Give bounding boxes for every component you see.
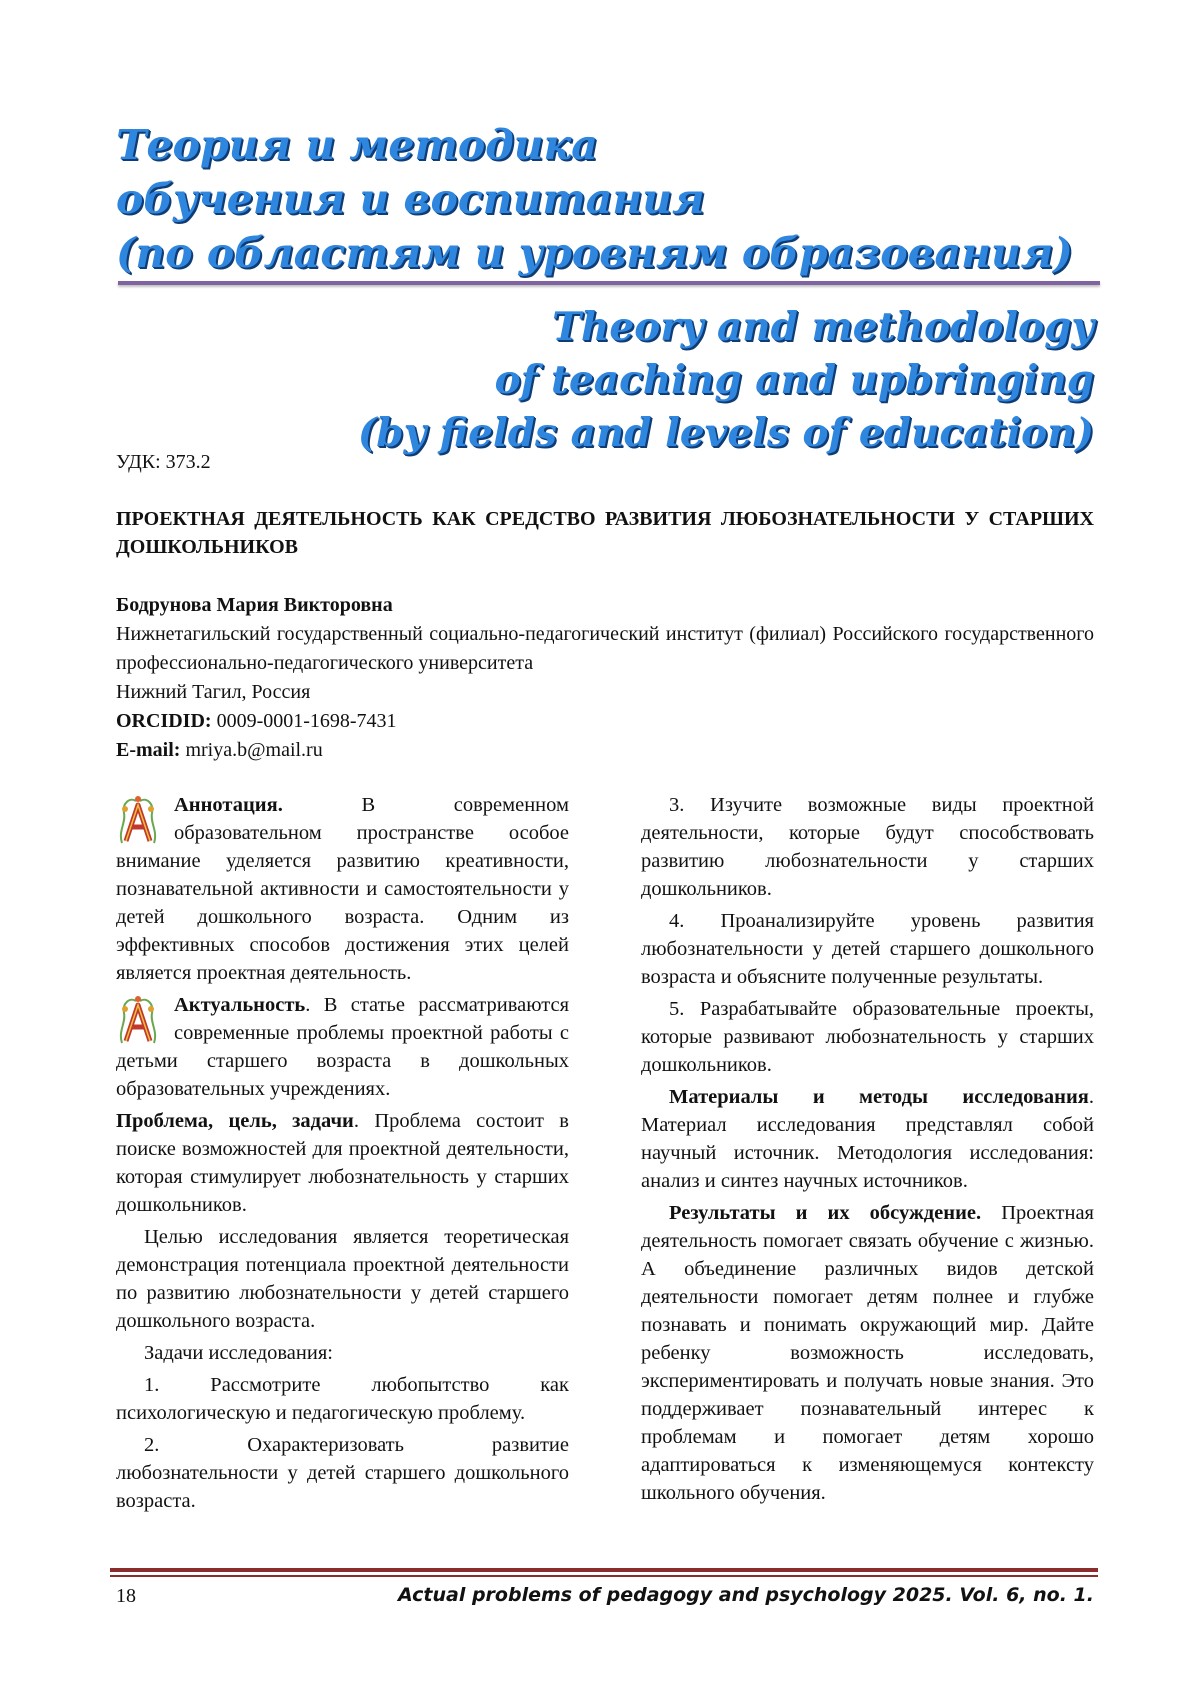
abstract-text: В современном образовательном пространстве особое внимание уделяется развитию креативности, познавательной активности и самостоятельности у детей дошкольного возраста. Одним из эффективных способов достижения этих целей является проектная деятельность. — [116, 794, 569, 984]
section-heading-en-line-2: of teaching and upbringing — [494, 357, 1094, 403]
problem-text: . Проблема состоит в поиске возможностей для проектной деятельности, которая стимулирует любознательность у старших дошкольников. — [116, 1110, 569, 1216]
problem-label: Проблема, цель, задачи — [116, 1110, 354, 1132]
author-name: Бодрунова Мария Викторовна — [116, 594, 393, 616]
footer-rule-thick — [110, 1568, 1098, 1572]
problem-paragraph — [116, 1107, 569, 1219]
abstract-paragraph — [116, 791, 569, 987]
email-line — [116, 736, 1094, 765]
task-5: 5. Разрабатывайте образовательные проекты, которые развивают любознательность у старших дошкольников. — [641, 998, 1094, 1076]
orcid-line — [116, 707, 1094, 736]
right-column — [641, 791, 1094, 1511]
page-number: 18 — [116, 1585, 136, 1607]
orcid-label: ORCIDID: — [116, 710, 212, 732]
section-heading-en — [358, 301, 1094, 460]
methods-paragraph — [641, 1083, 1094, 1195]
relevance-label: Актуальность — [174, 994, 306, 1016]
section-heading-ru-line-3: (по областям и уровням образования) — [116, 229, 1073, 277]
relevance-text: . В статье рассматриваются современные проблемы проектной работы с детьми старшего возраста в дошкольных образовательных учреждениях. — [116, 994, 569, 1100]
udk-code: УДК: 373.2 — [116, 451, 211, 473]
left-column — [116, 791, 569, 1519]
section-divider — [118, 281, 1100, 285]
goal-paragraph: Целью исследования является теоретическая демонстрация потенциала проектной деятельности по развитию любознательности у детей старшего дошкольного возраста. — [116, 1226, 569, 1332]
journal-citation: Actual problems of pedagogy and psychology 2025. Vol. 6, no. 1. — [398, 1584, 1094, 1606]
ornamental-letter-A-icon — [116, 793, 160, 847]
task-3: 3. Изучите возможные виды проектной деятельности, которые будут способствовать развитию любознательности у старших дошкольников. — [641, 794, 1094, 900]
results-label: Результаты и их обсуждение. — [669, 1202, 982, 1224]
orcid-value[interactable]: 0009-0001-1698-7431 — [216, 710, 397, 732]
task-1: 1. Рассмотрите любопытство как психологическую и педагогическую проблему. — [116, 1374, 569, 1424]
results-paragraph — [641, 1199, 1094, 1507]
email-value[interactable]: mriya.b@mail.ru — [185, 739, 323, 761]
ornamental-letter-A-icon — [116, 993, 160, 1047]
tasks-heading: Задачи исследования: — [144, 1342, 333, 1364]
email-label: E-mail: — [116, 739, 181, 761]
relevance-paragraph — [116, 991, 569, 1103]
author-affiliation: Нижнетагильский государственный социально-педагогический институт (филиал) Российского государственного профессионально-педагогического университета — [116, 623, 1094, 674]
author-location: Нижний Тагил, Россия — [116, 681, 311, 703]
results-text: Проектная деятельность помогает связать обучение с жизнью. А объединение различных видов детской деятельности помогает детям полнее и глубже познавать и понимать окружающий мир. Дайте ребенку возможность исследовать, экспериментировать и получать новые знания. Это поддерживает познавательный интерес к проблемам и помогает детям хорошо адаптироваться к изменяющемуся контексту школьного обучения. — [641, 1202, 1094, 1504]
section-heading-ru-line-1: Теория и методика — [116, 121, 598, 169]
section-heading-en-line-3: (by fields and levels of education) — [357, 410, 1094, 456]
methods-text: . Материал исследования представлял собой научный источник. Методология исследования: анализ и синтез научных источников. — [641, 1086, 1094, 1192]
footer-rule-thin — [110, 1575, 1098, 1577]
task-2: 2. Охарактеризовать развитие любознательности у детей старшего дошкольного возраста. — [116, 1434, 569, 1512]
article-title: ПРОЕКТНАЯ ДЕЯТЕЛЬНОСТЬ КАК СРЕДСТВО РАЗВИТИЯ ЛЮБОЗНАТЕЛЬНОСТИ У СТАРШИХ ДОШКОЛЬНИКОВ — [116, 508, 1094, 558]
section-heading-ru — [116, 118, 1073, 280]
section-heading-en-line-1: Theory and methodology — [552, 304, 1094, 350]
task-4: 4. Проанализируйте уровень развития любознательности у детей старшего дошкольного возраста и объясните полученные результаты. — [641, 910, 1094, 988]
methods-label: Материалы и методы исследования — [669, 1086, 1089, 1108]
author-block — [116, 591, 1094, 765]
section-heading-ru-line-2: обучения и воспитания — [116, 175, 705, 223]
abstract-label: Аннотация. — [174, 794, 283, 816]
